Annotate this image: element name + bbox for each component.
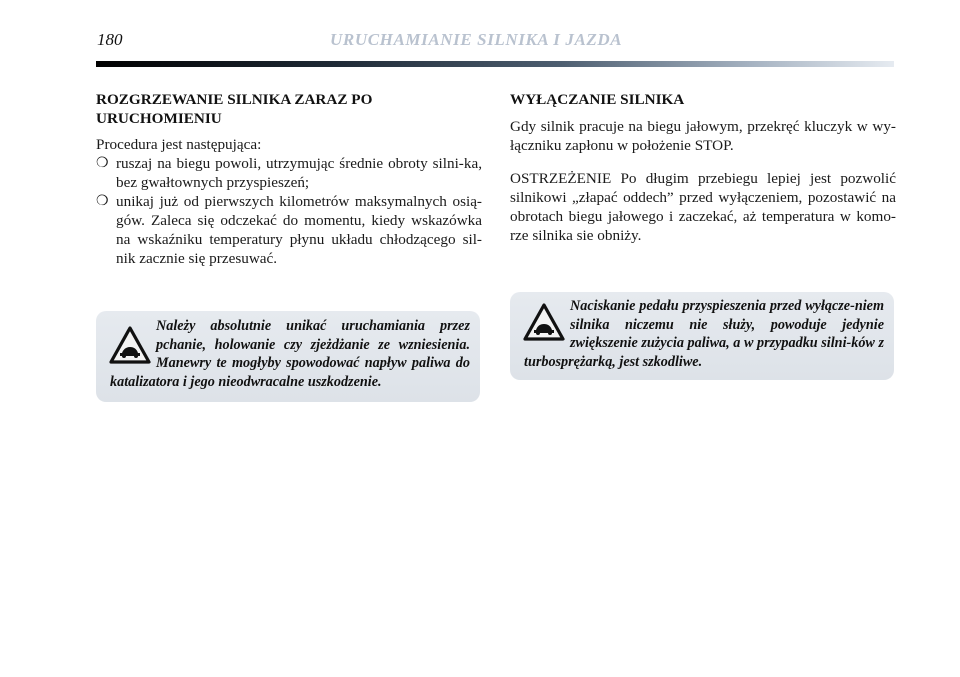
list-item-text: unikaj już od pierwszych kilometrów maksymalnych osią-gów. Zaleca się odczekać do momentu, kiedy wskazówka na wskaźniku temperatury płynu układu chłodzącego sil-nik zacznie się przesuwać. bbox=[116, 193, 482, 267]
warning-box bbox=[510, 292, 894, 380]
caution-paragraph: OSTRZEŻENIE Po długim przebiegu lepiej jest pozwolić silnikowi „złapać oddech” przed wyłączeniem, pozostawić na obrotach biegu jałowego i zaczekać, aż temperatura w komo-rze silnika sie obniży. bbox=[510, 170, 896, 244]
header-rule bbox=[96, 61, 894, 67]
warning-text: Należy absolutnie unikać uruchamiania przez pchanie, holowanie czy zjeżdżanie ze wzniesienia. Manewry te mogłyby spowodować napływ paliwa do katalizatora i jego nieodwracalne uszkodzenie. bbox=[110, 318, 470, 390]
right-column bbox=[510, 90, 896, 245]
page-number: 180 bbox=[97, 30, 123, 49]
paragraph: Gdy silnik pracuje na biegu jałowym, przekręć kluczyk w wy-łączniku zapłonu w położenie STOP. bbox=[510, 118, 896, 154]
warning-text: Naciskanie pedału przyspieszenia przed wyłącze-niem silnika niczemu nie służy, powoduje jedynie zwiększenie zużycia paliwa, a w przypadku silni-ków z turbosprężarką, jest szkodliwe. bbox=[524, 298, 884, 370]
section-heading-shutdown: WYŁĄCZANIE SILNIKA bbox=[510, 91, 685, 108]
list-item bbox=[96, 154, 482, 192]
list-item-text: ruszaj na biegu powoli, utrzymując średnie obroty silni-ka, bez gwałtownych przyspieszeń; bbox=[116, 155, 482, 191]
bullet-circle-icon: ❍ bbox=[96, 194, 109, 209]
bullet-circle-icon: ❍ bbox=[96, 156, 109, 171]
section-title: URUCHAMIANIE SILNIKA I JAZDA bbox=[330, 30, 623, 49]
bullet-list bbox=[96, 154, 482, 268]
intro-text: Procedura jest następująca: bbox=[96, 136, 262, 153]
warning-box bbox=[96, 311, 480, 402]
list-item bbox=[96, 192, 482, 268]
section-heading-warmup: ROZGRZEWANIE SILNIKA ZARAZ PO URUCHOMIENIU bbox=[96, 91, 373, 127]
left-column bbox=[96, 90, 482, 268]
